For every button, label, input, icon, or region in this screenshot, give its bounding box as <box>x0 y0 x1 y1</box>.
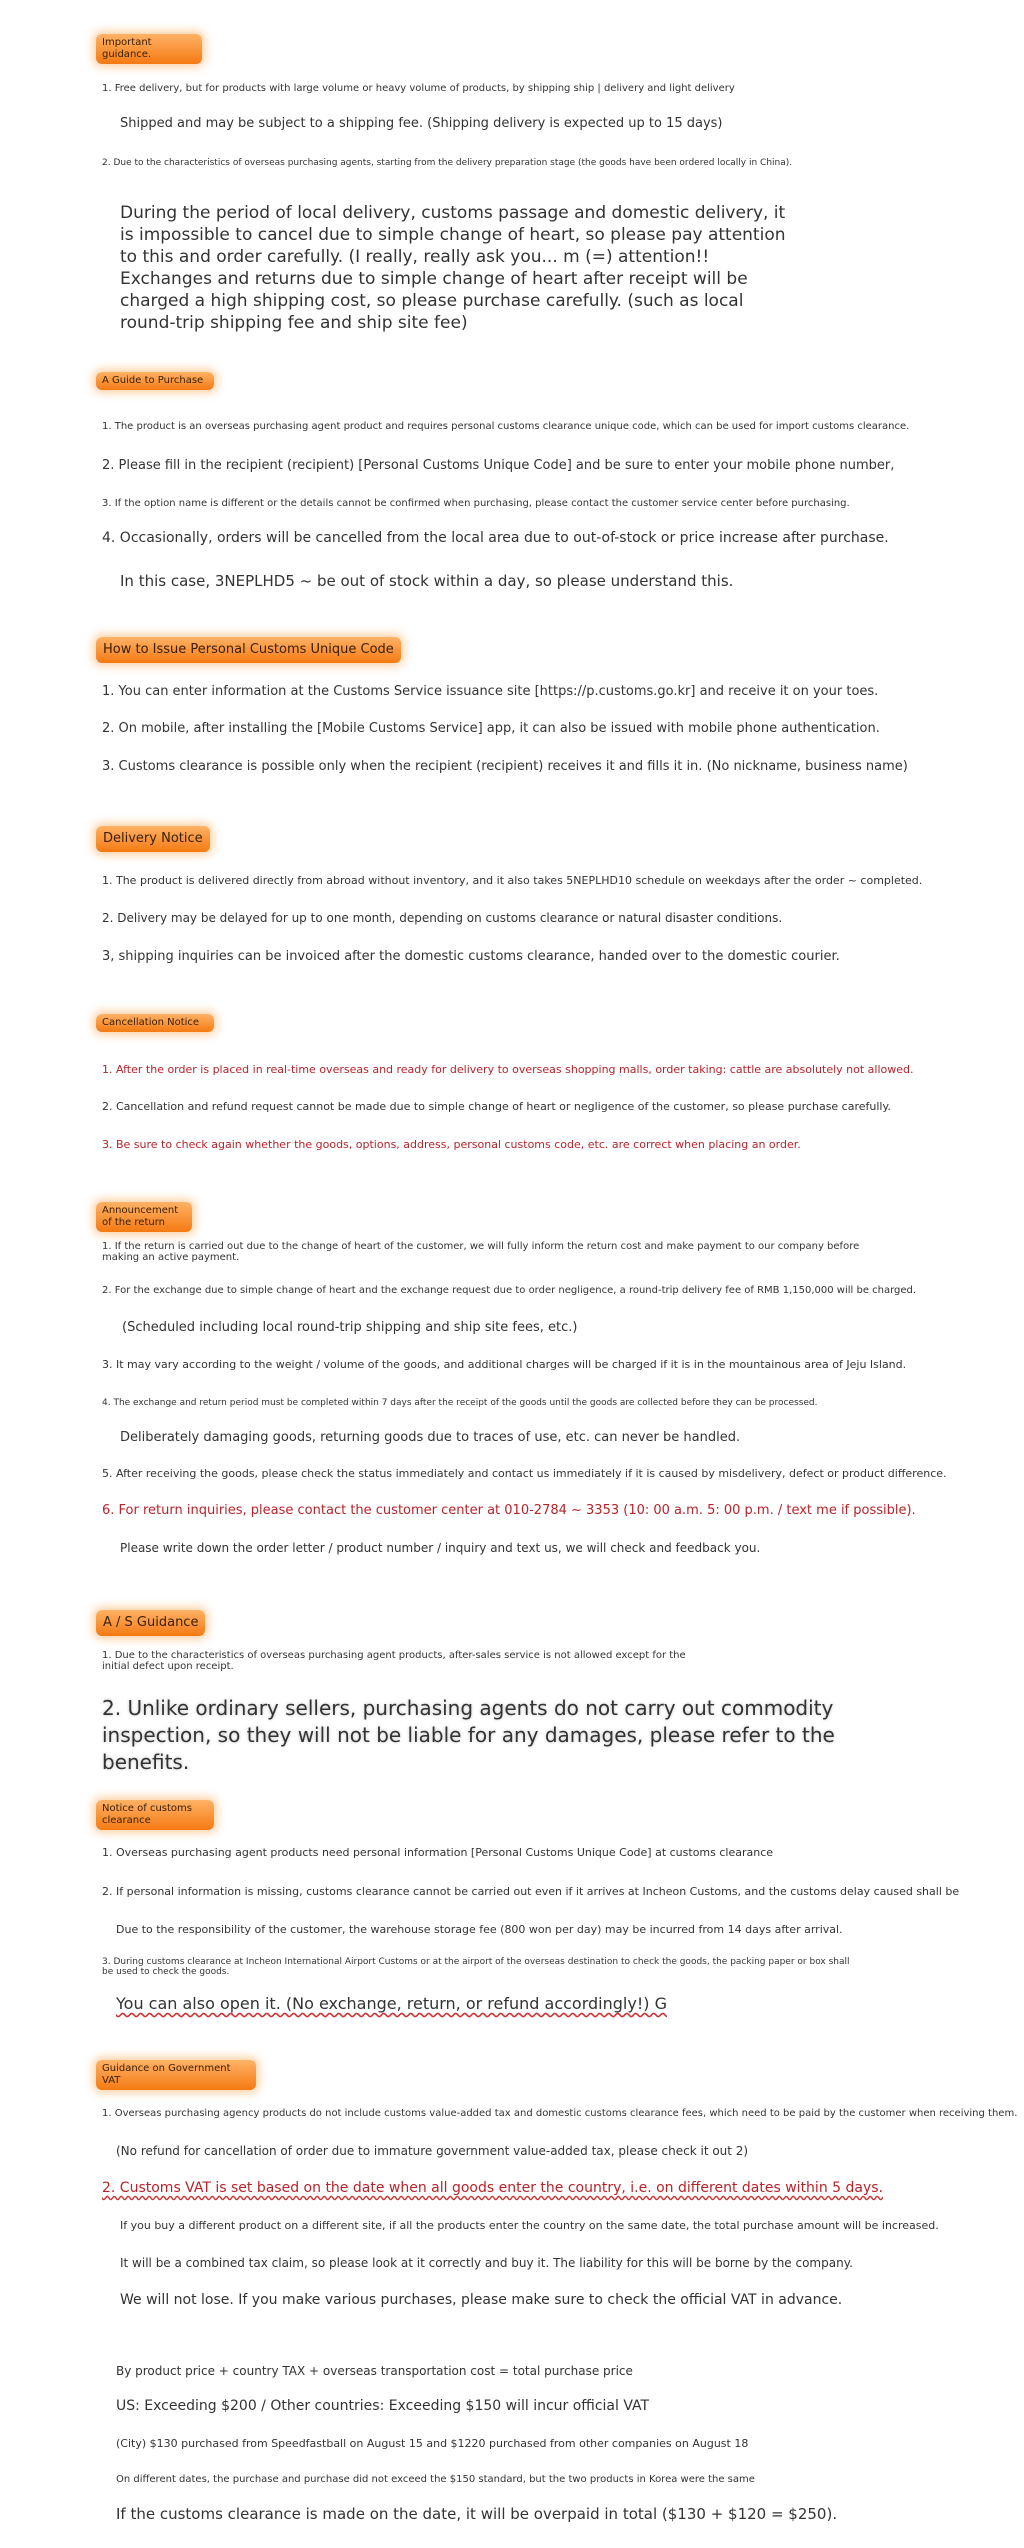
customs-code-line-2: 2. On mobile, after installing the [Mobile Customs Service] app, it can also be issued with mobile phone authentication. <box>102 721 880 736</box>
section-badge-as: A / S Guidance <box>96 1610 205 1636</box>
cancel-line-3: 3. Be sure to check again whether the goods, options, address, personal customs code, etc. are correct when placing an order. <box>102 1138 801 1151</box>
section-badge-clearance: Notice of customs clearance <box>96 1800 214 1830</box>
return-line-2: 2. For the exchange due to simple change of heart and the exchange request due to order negligence, a round-trip delivery fee of RMB 1,150,000 will be charged. <box>102 1285 917 1296</box>
vat-line-3: 2. Customs VAT is set based on the date when all goods enter the country, i.e. on different dates within 5 days. <box>102 2180 883 2196</box>
return-line-4: 3. It may vary according to the weight / volume of the goods, and additional charges will be charged if it is in the mountainous area of Jeju Island. <box>102 1358 907 1371</box>
clearance-line-4: 3. During customs clearance at Incheon International Airport Customs or at the airport of the overseas destination to check the goods, the packing paper or box shall be used to check the goods. <box>102 1957 850 1977</box>
purchase-line-4: 4. Occasionally, orders will be cancelled from the local area due to out-of-stock or price increase after purchase. <box>102 530 889 546</box>
purchase-line-5: In this case, 3NEPLHD5 ~ be out of stock within a day, so please understand this. <box>120 572 734 590</box>
delivery-line-1: 1. The product is delivered directly from abroad without inventory, and it also takes 5NEPLHD10 schedule on weekdays after the order ~ completed. <box>102 874 923 887</box>
important-line-3: 2. Due to the characteristics of overseas purchasing agents, starting from the delivery preparation stage (the goods have been ordered locally in China). <box>102 158 793 168</box>
section-badge-important: Important guidance. <box>96 34 202 64</box>
delivery-line-3: 3, shipping inquiries can be invoiced after the domestic customs clearance, handed over to the domestic courier. <box>102 949 840 964</box>
clearance-line-5: You can also open it. (No exchange, return, or refund accordingly!) G <box>116 1994 667 2013</box>
section-badge-purchase: A Guide to Purchase <box>96 372 214 390</box>
vat-line-9: (City) $130 purchased from Speedfastball on August 15 and $1220 purchased from other companies on August 18 <box>116 2437 749 2450</box>
important-line-2: Shipped and may be subject to a shipping fee. (Shipping delivery is expected up to 15 days) <box>120 116 723 131</box>
clearance-line-3: Due to the responsibility of the customer, the warehouse storage fee (800 won per day) may be incurred from 14 days after arrival. <box>116 1923 843 1936</box>
return-line-8: 6. For return inquiries, please contact the customer center at 010-2784 ~ 3353 (10: 00 a.m. 5: 00 p.m. / text me if possible). <box>102 1503 916 1518</box>
as-line-1: 1. Due to the characteristics of overseas purchasing agent products, after-sales service is not allowed except for the initial defect upon receipt. <box>102 1650 686 1672</box>
cancel-line-1: 1. After the order is placed in real-time overseas and ready for delivery to overseas shopping malls, order taking: cattle are absolutely not allowed. <box>102 1063 914 1076</box>
purchase-line-3: 3. If the option name is different or the details cannot be confirmed when purchasing, please contact the customer service center before purchasing. <box>102 498 850 509</box>
cancel-line-2: 2. Cancellation and refund request cannot be made due to simple change of heart or negligence of the customer, so please purchase carefully. <box>102 1100 891 1113</box>
return-line-9: Please write down the order letter / product number / inquiry and text us, we will check and feedback you. <box>120 1541 761 1555</box>
important-paragraph: During the period of local delivery, customs passage and domestic delivery, it is impossible to cancel due to simple change of heart, so please pay attention to this and order carefully. (I really, really ask you... m (=) attention!! Exchanges and returns due to simple change of heart after receipt will be charged a high shipping cost, so please purchase carefully. (such as local round-trip shipping fee and ship site fee) <box>120 203 786 333</box>
return-line-6: Deliberately damaging goods, returning goods due to traces of use, etc. can never be handled. <box>120 1430 741 1445</box>
vat-line-7: By product price + country TAX + overseas transportation cost = total purchase price <box>116 2364 633 2378</box>
clearance-line-1: 1. Overseas purchasing agent products need personal information [Personal Customs Unique Code] at customs clearance <box>102 1846 774 1859</box>
return-line-7: 5. After receiving the goods, please check the status immediately and contact us immediately if it is caused by misdelivery, defect or product difference. <box>102 1467 947 1480</box>
return-line-5: 4. The exchange and return period must be completed within 7 days after the receipt of the goods until the goods are collected before they can be processed. <box>102 1398 818 1408</box>
purchase-line-2: 2. Please fill in the recipient (recipient) [Personal Customs Unique Code] and be sure to enter your mobile phone number, <box>102 458 895 473</box>
vat-line-11: If the customs clearance is made on the date, it will be overpaid in total ($130 + $120 = $250). <box>116 2505 838 2523</box>
customs-code-line-1: 1. You can enter information at the Customs Service issuance site [https://p.customs.go.kr] and receive it on your toes. <box>102 684 879 699</box>
purchase-line-1: 1. The product is an overseas purchasing agent product and requires personal customs clearance unique code, which can be used for import customs clearance. <box>102 421 910 432</box>
delivery-line-2: 2. Delivery may be delayed for up to one month, depending on customs clearance or natural disaster conditions. <box>102 911 783 925</box>
vat-line-4: If you buy a different product on a different site, if all the products enter the country on the same date, the total purchase amount will be increased. <box>120 2219 939 2232</box>
vat-line-6: We will not lose. If you make various purchases, please make sure to check the official VAT in advance. <box>120 2292 843 2308</box>
vat-line-5: It will be a combined tax claim, so please look at it correctly and buy it. The liability for this will be borne by the company. <box>120 2256 853 2270</box>
section-badge-customs-code: How to Issue Personal Customs Unique Code <box>96 637 401 663</box>
section-badge-vat: Guidance on Government VAT <box>96 2060 256 2090</box>
return-line-1: 1. If the return is carried out due to the change of heart of the customer, we will fully inform the return cost and make payment to our company before making an active payment. <box>102 1241 860 1263</box>
section-badge-cancel: Cancellation Notice <box>96 1014 214 1032</box>
section-badge-delivery: Delivery Notice <box>96 826 210 852</box>
clearance-line-2: 2. If personal information is missing, customs clearance cannot be carried out even if it arrives at Incheon Customs, and the customs delay caused shall be <box>102 1885 960 1898</box>
return-line-3: (Scheduled including local round-trip shipping and ship site fees, etc.) <box>122 1320 578 1335</box>
vat-line-2: (No refund for cancellation of order due to immature government value-added tax, please check it out 2) <box>116 2144 749 2158</box>
important-line-1: 1. Free delivery, but for products with large volume or heavy volume of products, by shipping ship | delivery and light delivery <box>102 83 735 94</box>
customs-code-line-3: 3. Customs clearance is possible only when the recipient (recipient) receives it and fills it in. (No nickname, business name) <box>102 759 908 774</box>
as-paragraph: 2. Unlike ordinary sellers, purchasing agents do not carry out commodity inspection, so they will not be liable for any damages, please refer to the benefits. <box>102 1696 835 1774</box>
section-badge-return: Announcement of the return <box>96 1202 192 1232</box>
vat-line-1: 1. Overseas purchasing agency products do not include customs value-added tax and domestic customs clearance fees, which need to be paid by the customer when receiving them. <box>102 2108 1018 2119</box>
vat-line-8: US: Exceeding $200 / Other countries: Exceeding $150 will incur official VAT <box>116 2398 650 2414</box>
vat-line-10: On different dates, the purchase and purchase did not exceed the $150 standard, but the two products in Korea were the same <box>116 2474 755 2485</box>
